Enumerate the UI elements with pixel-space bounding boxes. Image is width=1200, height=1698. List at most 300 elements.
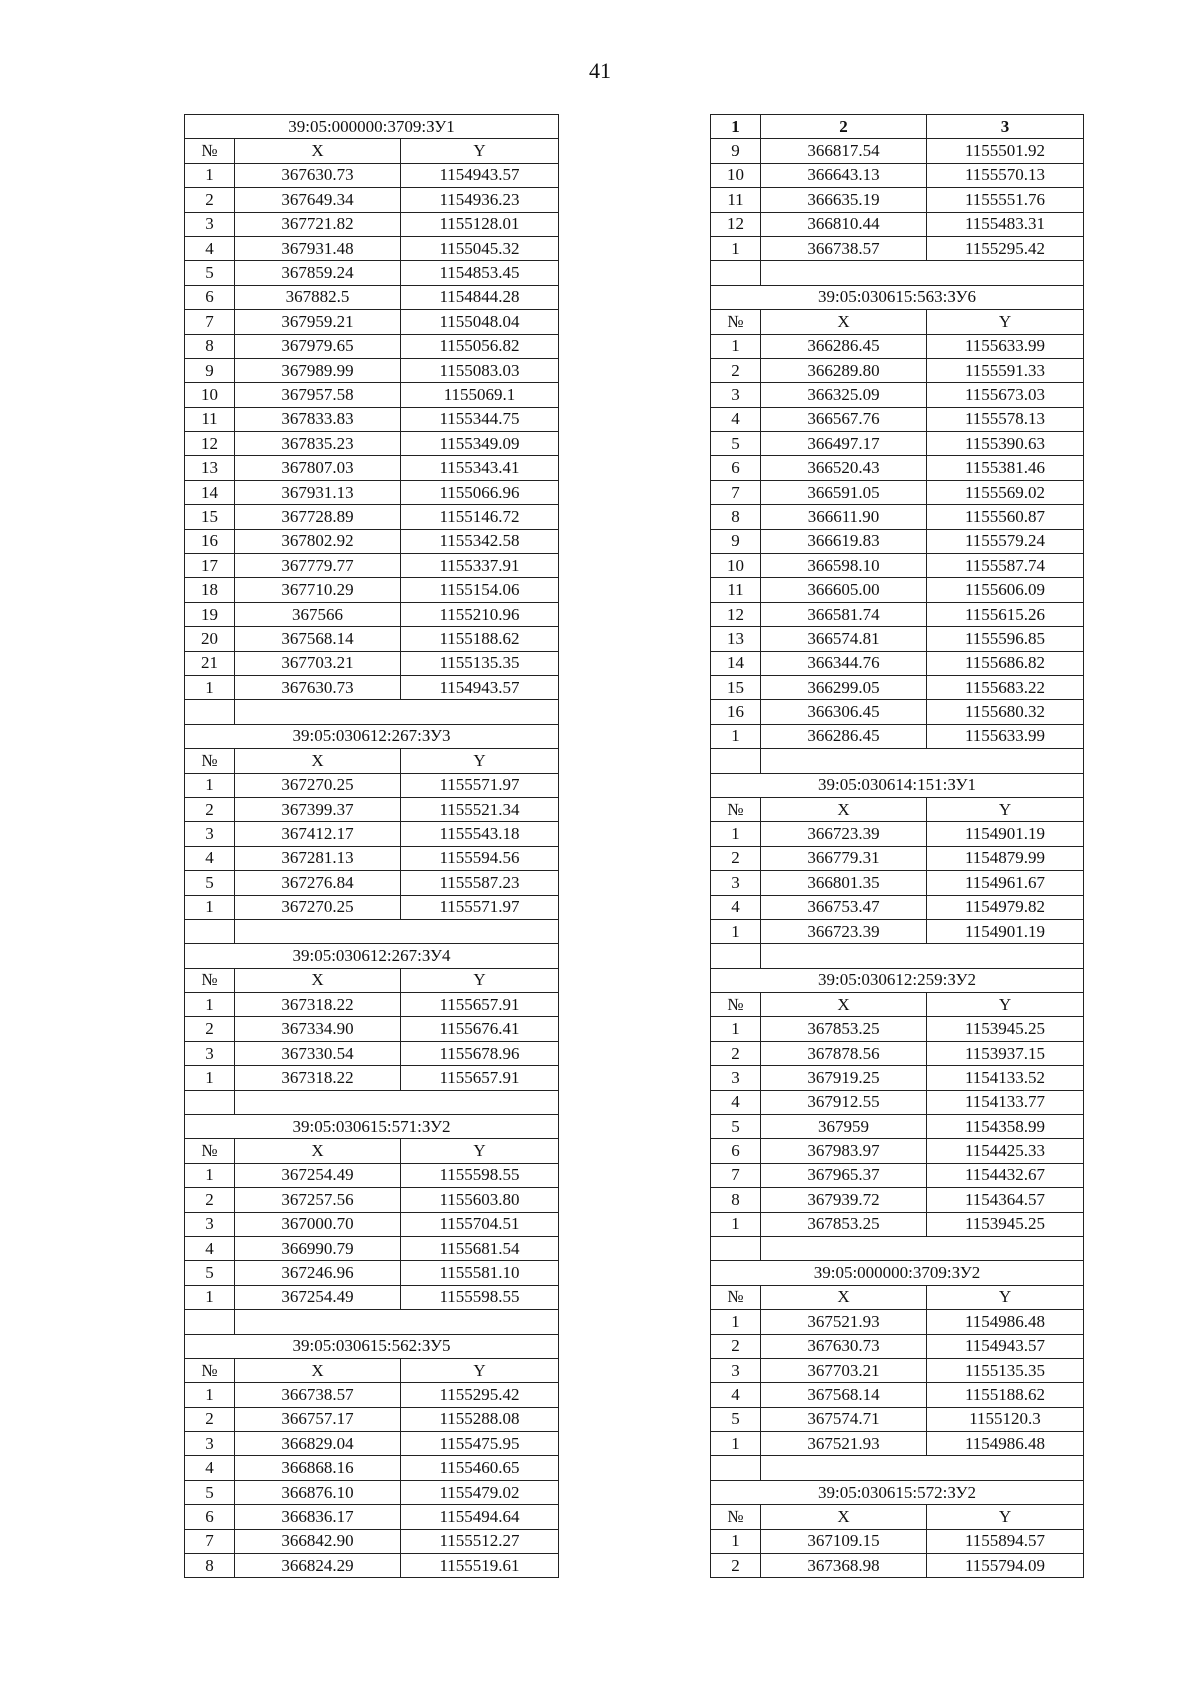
y-coordinate: 1154432.67 xyxy=(927,1163,1084,1187)
parcel-title: 39:05:030615:562:ЗУ5 xyxy=(185,1334,559,1358)
x-coordinate: 367853.25 xyxy=(761,1212,927,1236)
y-coordinate: 1155560.87 xyxy=(927,505,1084,529)
y-coordinate: 1155894.57 xyxy=(927,1529,1084,1553)
y-coordinate: 1155120.3 xyxy=(927,1407,1084,1431)
point-number: 1 xyxy=(711,1432,761,1456)
table-row xyxy=(185,1188,559,1212)
table-row xyxy=(711,1212,1084,1236)
point-number: 3 xyxy=(185,1432,235,1456)
x-coordinate: 366286.45 xyxy=(761,334,927,358)
table-row xyxy=(185,1017,559,1041)
table-row xyxy=(711,334,1084,358)
empty-cell xyxy=(185,1090,235,1114)
table-row xyxy=(711,602,1084,626)
table-row xyxy=(185,1456,559,1480)
point-number: 3 xyxy=(711,1358,761,1382)
point-number: 2 xyxy=(185,1017,235,1041)
point-number: 1 xyxy=(711,236,761,260)
column-header: № xyxy=(185,968,235,992)
y-coordinate: 1155512.27 xyxy=(401,1529,559,1553)
parcel-title-row xyxy=(185,944,559,968)
table-row xyxy=(711,651,1084,675)
x-coordinate: 367989.99 xyxy=(235,358,401,382)
spacer-row xyxy=(185,700,559,724)
x-coordinate: 366738.57 xyxy=(235,1383,401,1407)
table-row xyxy=(185,383,559,407)
y-coordinate: 1154936.23 xyxy=(401,188,559,212)
y-coordinate: 1155657.91 xyxy=(401,993,559,1017)
y-coordinate: 1154133.52 xyxy=(927,1066,1084,1090)
point-number: 8 xyxy=(711,505,761,529)
column-header: № xyxy=(711,993,761,1017)
table-row xyxy=(185,1554,559,1578)
point-number: 3 xyxy=(185,212,235,236)
table-row xyxy=(711,1529,1084,1553)
column-header: Y xyxy=(401,1358,559,1382)
y-coordinate: 1155342.58 xyxy=(401,529,559,553)
table-row xyxy=(185,554,559,578)
x-coordinate: 366325.09 xyxy=(761,383,927,407)
parcel-title-row xyxy=(185,1334,559,1358)
y-coordinate: 1154425.33 xyxy=(927,1139,1084,1163)
left-coordinates-table xyxy=(184,114,559,1578)
x-coordinate: 367521.93 xyxy=(761,1310,927,1334)
point-number: 9 xyxy=(711,139,761,163)
x-coordinate: 367882.5 xyxy=(235,285,401,309)
point-number: 6 xyxy=(711,1139,761,1163)
point-number: 17 xyxy=(185,554,235,578)
table-row xyxy=(185,432,559,456)
parcel-title-row xyxy=(711,285,1084,309)
point-number: 18 xyxy=(185,578,235,602)
column-header: X xyxy=(761,1505,927,1529)
x-coordinate: 366611.90 xyxy=(761,505,927,529)
point-number: 15 xyxy=(711,675,761,699)
point-number: 5 xyxy=(185,1480,235,1504)
y-coordinate: 1155210.96 xyxy=(401,602,559,626)
y-coordinate: 1154943.57 xyxy=(927,1334,1084,1358)
x-coordinate: 367959 xyxy=(761,1115,927,1139)
column-header-row xyxy=(185,1358,559,1382)
spacer-row xyxy=(185,1310,559,1334)
point-number: 1 xyxy=(185,1285,235,1309)
y-coordinate: 1155045.32 xyxy=(401,236,559,260)
table-row xyxy=(711,1310,1084,1334)
table-row xyxy=(185,505,559,529)
parcel-title: 39:05:030615:571:ЗУ2 xyxy=(185,1115,559,1139)
y-coordinate: 1155521.34 xyxy=(401,797,559,821)
y-coordinate: 1155598.55 xyxy=(401,1163,559,1187)
x-coordinate: 366306.45 xyxy=(761,700,927,724)
y-coordinate: 1155295.42 xyxy=(927,236,1084,260)
x-coordinate: 367703.21 xyxy=(761,1358,927,1382)
column-number-cell: 3 xyxy=(927,115,1084,139)
table-row xyxy=(185,602,559,626)
x-coordinate: 366738.57 xyxy=(761,236,927,260)
y-coordinate: 1155678.96 xyxy=(401,1041,559,1065)
y-coordinate: 1155571.97 xyxy=(401,895,559,919)
table-row xyxy=(711,1188,1084,1212)
column-header: № xyxy=(711,797,761,821)
table-row xyxy=(185,188,559,212)
column-header: Y xyxy=(401,749,559,773)
x-coordinate: 367566 xyxy=(235,602,401,626)
y-coordinate: 1154986.48 xyxy=(927,1432,1084,1456)
column-header: Y xyxy=(927,1505,1084,1529)
column-header: № xyxy=(711,310,761,334)
table-row xyxy=(711,1383,1084,1407)
column-header: Y xyxy=(401,1139,559,1163)
point-number: 9 xyxy=(711,529,761,553)
y-coordinate: 1155494.64 xyxy=(401,1505,559,1529)
point-number: 2 xyxy=(711,358,761,382)
parcel-title: 39:05:030614:151:ЗУ1 xyxy=(711,773,1084,797)
column-header: X xyxy=(235,1358,401,1382)
empty-cell xyxy=(185,700,235,724)
point-number: 20 xyxy=(185,627,235,651)
y-coordinate: 1154844.28 xyxy=(401,285,559,309)
y-coordinate: 1155188.62 xyxy=(927,1383,1084,1407)
spacer-row xyxy=(711,1236,1084,1260)
y-coordinate: 1155673.03 xyxy=(927,383,1084,407)
point-number: 2 xyxy=(185,1188,235,1212)
point-number: 3 xyxy=(185,1212,235,1236)
table-row xyxy=(711,700,1084,724)
column-header: № xyxy=(185,1139,235,1163)
column-header: Y xyxy=(927,993,1084,1017)
point-number: 6 xyxy=(711,456,761,480)
y-coordinate: 1155794.09 xyxy=(927,1554,1084,1578)
column-header-row xyxy=(185,1139,559,1163)
x-coordinate: 366344.76 xyxy=(761,651,927,675)
x-coordinate: 367728.89 xyxy=(235,505,401,529)
table-row xyxy=(711,1139,1084,1163)
x-coordinate: 367254.49 xyxy=(235,1163,401,1187)
table-row xyxy=(711,480,1084,504)
x-coordinate: 367334.90 xyxy=(235,1017,401,1041)
point-number: 7 xyxy=(711,480,761,504)
x-coordinate: 367721.82 xyxy=(235,212,401,236)
column-header: № xyxy=(185,749,235,773)
column-header-row xyxy=(711,993,1084,1017)
y-coordinate: 1155460.65 xyxy=(401,1456,559,1480)
y-coordinate: 1155633.99 xyxy=(927,334,1084,358)
point-number: 4 xyxy=(185,236,235,260)
y-coordinate: 1155390.63 xyxy=(927,432,1084,456)
y-coordinate: 1155581.10 xyxy=(401,1261,559,1285)
x-coordinate: 367330.54 xyxy=(235,1041,401,1065)
table-row xyxy=(185,1261,559,1285)
empty-cell xyxy=(235,919,559,943)
parcel-title: 39:05:000000:3709:ЗУ2 xyxy=(711,1261,1084,1285)
x-coordinate: 367965.37 xyxy=(761,1163,927,1187)
y-coordinate: 1154853.45 xyxy=(401,261,559,285)
point-number: 1 xyxy=(711,919,761,943)
table-row xyxy=(185,285,559,309)
x-coordinate: 367276.84 xyxy=(235,871,401,895)
empty-cell xyxy=(761,944,1084,968)
point-number: 10 xyxy=(711,163,761,187)
point-number: 10 xyxy=(711,554,761,578)
point-number: 3 xyxy=(711,383,761,407)
point-number: 10 xyxy=(185,383,235,407)
y-coordinate: 1154879.99 xyxy=(927,846,1084,870)
point-number: 1 xyxy=(185,773,235,797)
y-coordinate: 1155295.42 xyxy=(401,1383,559,1407)
y-coordinate: 1155606.09 xyxy=(927,578,1084,602)
table-row xyxy=(185,871,559,895)
x-coordinate: 366619.83 xyxy=(761,529,927,553)
x-coordinate: 367568.14 xyxy=(235,627,401,651)
point-number: 2 xyxy=(711,846,761,870)
table-row xyxy=(185,456,559,480)
y-coordinate: 1155154.06 xyxy=(401,578,559,602)
point-number: 2 xyxy=(185,188,235,212)
y-coordinate: 1155579.24 xyxy=(927,529,1084,553)
x-coordinate: 366723.39 xyxy=(761,919,927,943)
page-number: 41 xyxy=(589,58,611,83)
point-number: 5 xyxy=(711,1115,761,1139)
table-row xyxy=(185,261,559,285)
table-row xyxy=(711,1334,1084,1358)
x-coordinate: 367912.55 xyxy=(761,1090,927,1114)
point-number: 4 xyxy=(711,1090,761,1114)
table-row xyxy=(185,1407,559,1431)
x-coordinate: 367802.92 xyxy=(235,529,401,553)
x-coordinate: 367257.56 xyxy=(235,1188,401,1212)
table-row xyxy=(185,627,559,651)
x-coordinate: 367649.34 xyxy=(235,188,401,212)
point-number: 16 xyxy=(185,529,235,553)
x-coordinate: 367703.21 xyxy=(235,651,401,675)
table-row xyxy=(711,846,1084,870)
y-coordinate: 1155657.91 xyxy=(401,1066,559,1090)
y-coordinate: 1155066.96 xyxy=(401,480,559,504)
x-coordinate: 366757.17 xyxy=(235,1407,401,1431)
table-row xyxy=(185,1529,559,1553)
table-row xyxy=(185,773,559,797)
empty-cell xyxy=(711,1236,761,1260)
y-coordinate: 1155615.26 xyxy=(927,602,1084,626)
x-coordinate: 367399.37 xyxy=(235,797,401,821)
x-coordinate: 367368.98 xyxy=(761,1554,927,1578)
table-row xyxy=(185,1066,559,1090)
spacer-row xyxy=(711,944,1084,968)
point-number: 3 xyxy=(185,822,235,846)
x-coordinate: 366286.45 xyxy=(761,724,927,748)
point-number: 1 xyxy=(711,1212,761,1236)
table-row xyxy=(711,383,1084,407)
x-coordinate: 367568.14 xyxy=(761,1383,927,1407)
y-coordinate: 1155571.97 xyxy=(401,773,559,797)
y-coordinate: 1155681.54 xyxy=(401,1236,559,1260)
x-coordinate: 366810.44 xyxy=(761,212,927,236)
x-coordinate: 367412.17 xyxy=(235,822,401,846)
table-row xyxy=(185,358,559,382)
x-coordinate: 367983.97 xyxy=(761,1139,927,1163)
y-coordinate: 1154979.82 xyxy=(927,895,1084,919)
spacer-row xyxy=(185,1090,559,1114)
point-number: 1 xyxy=(711,334,761,358)
point-number: 1 xyxy=(185,993,235,1017)
column-header: X xyxy=(235,749,401,773)
point-number: 8 xyxy=(185,334,235,358)
column-header: X xyxy=(235,1139,401,1163)
column-header: X xyxy=(235,968,401,992)
point-number: 5 xyxy=(185,871,235,895)
point-number: 5 xyxy=(711,1407,761,1431)
x-coordinate: 367779.77 xyxy=(235,554,401,578)
x-coordinate: 366876.10 xyxy=(235,1480,401,1504)
parcel-title: 39:05:000000:3709:ЗУ1 xyxy=(185,115,559,139)
x-coordinate: 366567.76 xyxy=(761,407,927,431)
y-coordinate: 1154943.57 xyxy=(401,675,559,699)
x-coordinate: 367000.70 xyxy=(235,1212,401,1236)
x-coordinate: 367878.56 xyxy=(761,1041,927,1065)
point-number: 21 xyxy=(185,651,235,675)
table-row xyxy=(711,1432,1084,1456)
x-coordinate: 366836.17 xyxy=(235,1505,401,1529)
table-row xyxy=(185,578,559,602)
point-number: 2 xyxy=(711,1554,761,1578)
point-number: 4 xyxy=(711,1383,761,1407)
point-number: 11 xyxy=(711,578,761,602)
table-row xyxy=(185,797,559,821)
table-row xyxy=(185,529,559,553)
table-row xyxy=(711,578,1084,602)
table-row xyxy=(711,724,1084,748)
table-row xyxy=(185,895,559,919)
empty-cell xyxy=(235,1310,559,1334)
x-coordinate: 367630.73 xyxy=(235,675,401,699)
y-coordinate: 1155683.22 xyxy=(927,675,1084,699)
y-coordinate: 1155069.1 xyxy=(401,383,559,407)
x-coordinate: 367833.83 xyxy=(235,407,401,431)
point-number: 3 xyxy=(185,1041,235,1065)
column-header: X xyxy=(761,1285,927,1309)
x-coordinate: 366801.35 xyxy=(761,871,927,895)
point-number: 6 xyxy=(185,1505,235,1529)
point-number: 7 xyxy=(185,310,235,334)
point-number: 15 xyxy=(185,505,235,529)
column-header: X xyxy=(761,993,927,1017)
table-row xyxy=(711,1358,1084,1382)
y-coordinate: 1154358.99 xyxy=(927,1115,1084,1139)
y-coordinate: 1155587.23 xyxy=(401,871,559,895)
x-coordinate: 366574.81 xyxy=(761,627,927,651)
x-coordinate: 367109.15 xyxy=(761,1529,927,1553)
x-coordinate: 366581.74 xyxy=(761,602,927,626)
y-coordinate: 1154133.77 xyxy=(927,1090,1084,1114)
y-coordinate: 1155519.61 xyxy=(401,1554,559,1578)
table-row xyxy=(185,1505,559,1529)
point-number: 6 xyxy=(185,285,235,309)
spacer-row xyxy=(185,919,559,943)
table-row xyxy=(185,846,559,870)
point-number: 1 xyxy=(185,1066,235,1090)
table-row xyxy=(711,919,1084,943)
point-number: 1 xyxy=(711,1529,761,1553)
table-row xyxy=(711,675,1084,699)
column-header: Y xyxy=(927,797,1084,821)
left-table-body xyxy=(185,115,559,1578)
table-row xyxy=(711,358,1084,382)
x-coordinate: 367630.73 xyxy=(235,163,401,187)
y-coordinate: 1155479.02 xyxy=(401,1480,559,1504)
y-coordinate: 1155083.03 xyxy=(401,358,559,382)
table-row xyxy=(711,212,1084,236)
point-number: 4 xyxy=(711,407,761,431)
point-number: 1 xyxy=(185,675,235,699)
y-coordinate: 1153937.15 xyxy=(927,1041,1084,1065)
x-coordinate: 367959.21 xyxy=(235,310,401,334)
y-coordinate: 1153945.25 xyxy=(927,1212,1084,1236)
point-number: 11 xyxy=(185,407,235,431)
point-number: 13 xyxy=(185,456,235,480)
column-header-row xyxy=(185,139,559,163)
table-row xyxy=(711,1017,1084,1041)
x-coordinate: 366605.00 xyxy=(761,578,927,602)
table-row xyxy=(711,236,1084,260)
point-number: 5 xyxy=(711,432,761,456)
point-number: 3 xyxy=(711,1066,761,1090)
table-row xyxy=(185,1432,559,1456)
x-coordinate: 366598.10 xyxy=(761,554,927,578)
x-coordinate: 366643.13 xyxy=(761,163,927,187)
table-row xyxy=(711,822,1084,846)
point-number: 2 xyxy=(185,797,235,821)
point-number: 8 xyxy=(185,1554,235,1578)
x-coordinate: 366842.90 xyxy=(235,1529,401,1553)
table-row xyxy=(711,895,1084,919)
y-coordinate: 1155337.91 xyxy=(401,554,559,578)
table-row xyxy=(185,1163,559,1187)
column-header: № xyxy=(711,1285,761,1309)
table-row xyxy=(185,334,559,358)
y-coordinate: 1155056.82 xyxy=(401,334,559,358)
column-header: Y xyxy=(401,968,559,992)
parcel-title: 39:05:030612:267:ЗУ4 xyxy=(185,944,559,968)
x-coordinate: 367939.72 xyxy=(761,1188,927,1212)
empty-cell xyxy=(185,1310,235,1334)
x-coordinate: 367574.71 xyxy=(761,1407,927,1431)
empty-cell xyxy=(185,919,235,943)
y-coordinate: 1155676.41 xyxy=(401,1017,559,1041)
point-number: 2 xyxy=(711,1334,761,1358)
y-coordinate: 1155343.41 xyxy=(401,456,559,480)
x-coordinate: 366868.16 xyxy=(235,1456,401,1480)
x-coordinate: 366829.04 xyxy=(235,1432,401,1456)
column-header-row xyxy=(711,797,1084,821)
x-coordinate: 366824.29 xyxy=(235,1554,401,1578)
y-coordinate: 1155381.46 xyxy=(927,456,1084,480)
y-coordinate: 1155349.09 xyxy=(401,432,559,456)
y-coordinate: 1154943.57 xyxy=(401,163,559,187)
y-coordinate: 1155587.74 xyxy=(927,554,1084,578)
y-coordinate: 1155501.92 xyxy=(927,139,1084,163)
table-row xyxy=(711,627,1084,651)
parcel-title-row xyxy=(711,773,1084,797)
point-number: 12 xyxy=(711,212,761,236)
empty-cell xyxy=(711,944,761,968)
table-row xyxy=(711,1407,1084,1431)
point-number: 14 xyxy=(711,651,761,675)
point-number: 9 xyxy=(185,358,235,382)
point-number: 13 xyxy=(711,627,761,651)
x-coordinate: 366591.05 xyxy=(761,480,927,504)
empty-cell xyxy=(235,700,559,724)
column-header-row xyxy=(711,1505,1084,1529)
